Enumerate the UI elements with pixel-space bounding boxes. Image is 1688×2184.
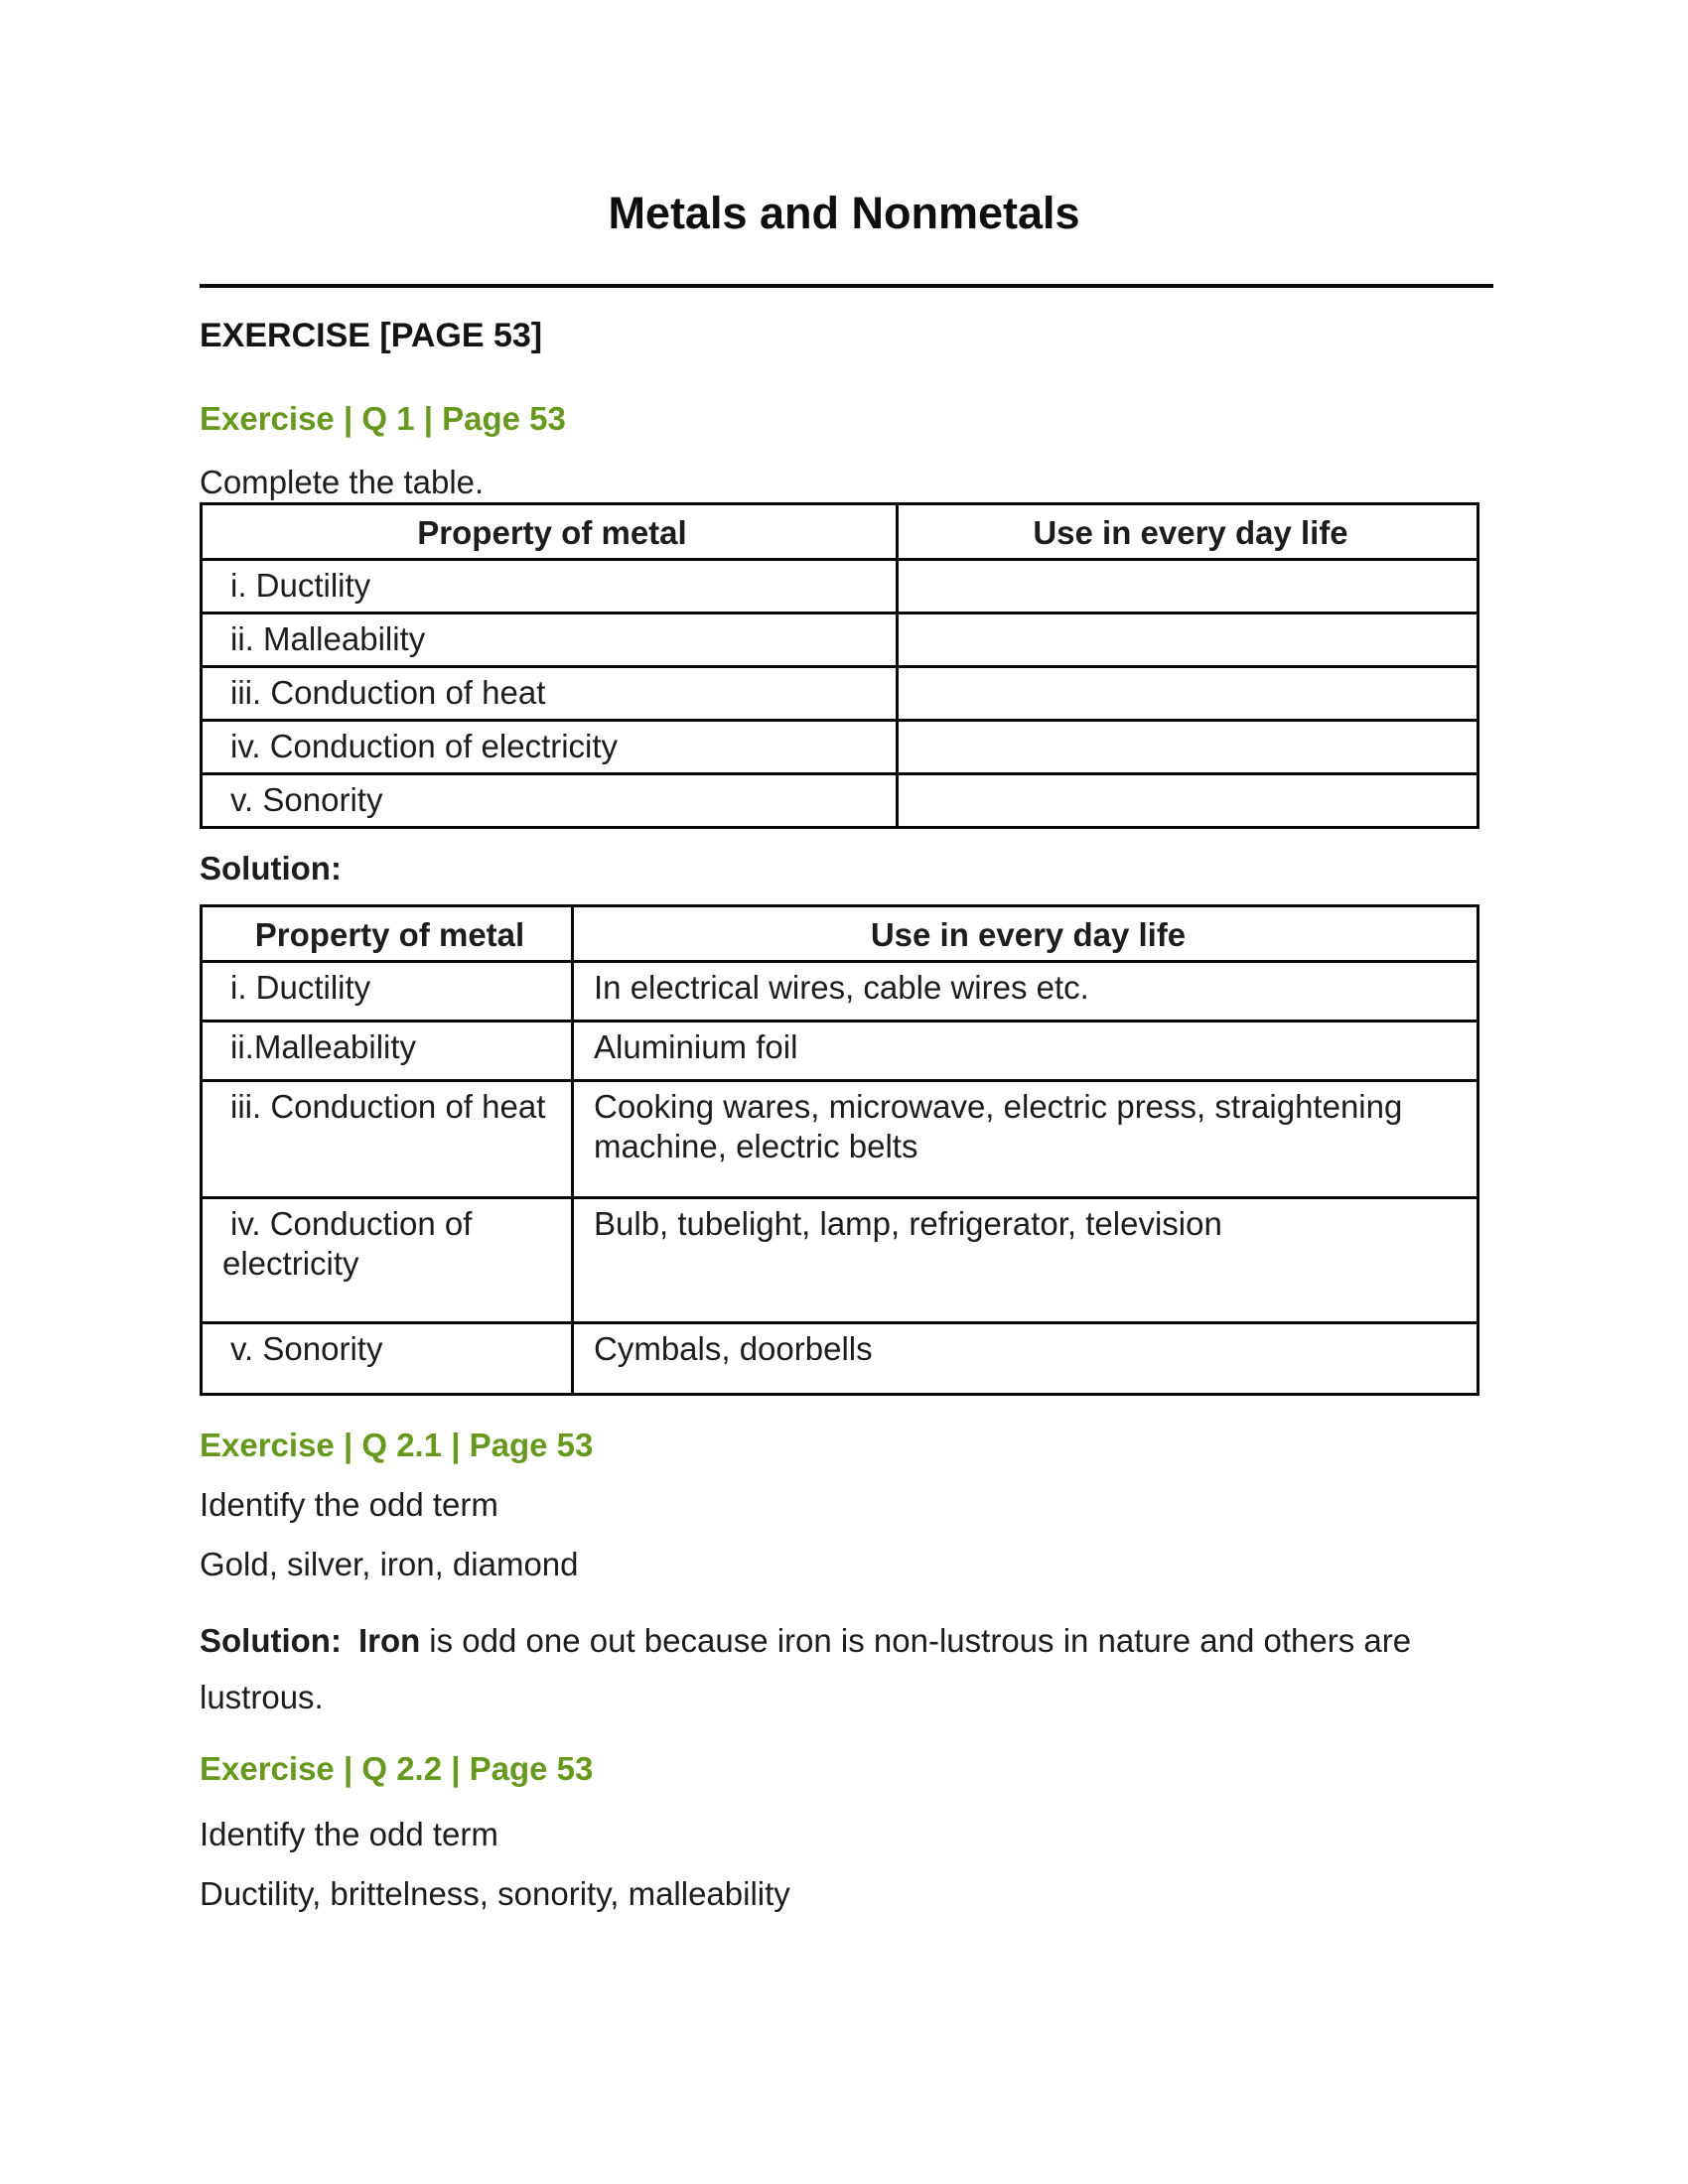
property-cell: iii. Conduction of heat	[202, 667, 898, 721]
q1-solution-table	[200, 904, 1479, 1396]
header-use-in-everyday-life: Use in every day life	[573, 906, 1478, 962]
q1-question-table	[200, 502, 1479, 829]
table-row	[202, 774, 1478, 828]
page-content	[0, 284, 1688, 1914]
table-row	[202, 1323, 1478, 1395]
use-cell-empty	[898, 774, 1478, 828]
q1-prompt: Complete the table.	[200, 464, 485, 500]
property-cell: i. Ductility	[202, 962, 573, 1022]
use-cell-empty	[898, 614, 1478, 667]
use-cell: Cymbals, doorbells	[573, 1323, 1478, 1395]
property-cell: ii. Malleability	[202, 614, 898, 667]
use-cell-empty	[898, 721, 1478, 774]
property-cell: i. Ductility	[202, 560, 898, 614]
q1-heading: Exercise | Q 1 | Page 53	[200, 400, 566, 437]
table-header-row	[202, 504, 1478, 560]
q21-solution-label: Solution:	[200, 1622, 342, 1659]
q21-prompt: Identify the odd term	[200, 1486, 498, 1523]
table-row	[202, 1081, 1478, 1198]
q22-prompt: Identify the odd term	[200, 1816, 498, 1852]
q21-heading: Exercise | Q 2.1 | Page 53	[200, 1427, 594, 1463]
use-cell: Aluminium foil	[573, 1022, 1478, 1081]
q21-solution-text: is odd one out because iron is non-lustrous in nature and others are lustrous.	[200, 1622, 1412, 1715]
table-row	[202, 962, 1478, 1022]
exercise-section-heading: EXERCISE [PAGE 53]	[200, 317, 543, 354]
table-row	[202, 721, 1478, 774]
property-cell: iii. Conduction of heat	[202, 1081, 573, 1198]
header-property-of-metal: Property of metal	[202, 504, 898, 560]
page-title: Metals and Nonmetals	[608, 188, 1080, 238]
table-row	[202, 1198, 1478, 1323]
table-header-row	[202, 906, 1478, 962]
q21-solution-answer: Iron	[357, 1622, 421, 1659]
q22-terms: Ductility, brittelness, sonority, malleability	[200, 1875, 790, 1912]
title-divider	[200, 284, 1493, 288]
q22-heading: Exercise | Q 2.2 | Page 53	[200, 1750, 594, 1787]
table-row	[202, 614, 1478, 667]
table-row	[202, 1022, 1478, 1081]
table-row	[202, 667, 1478, 721]
property-cell: v. Sonority	[202, 1323, 573, 1395]
use-cell-empty	[898, 560, 1478, 614]
header-use-in-everyday-life: Use in every day life	[898, 504, 1478, 560]
property-cell: iv. Conduction of electricity	[202, 721, 898, 774]
use-cell: Cooking wares, microwave, electric press, straightening machine, electric belts	[573, 1081, 1478, 1198]
table-row	[202, 560, 1478, 614]
property-cell: ii.Malleability	[202, 1022, 573, 1081]
use-cell: Bulb, tubelight, lamp, refrigerator, television	[573, 1198, 1478, 1323]
use-cell: In electrical wires, cable wires etc.	[573, 962, 1478, 1022]
q1-solution-label: Solution:	[200, 850, 342, 887]
q21-terms: Gold, silver, iron, diamond	[200, 1546, 579, 1582]
property-cell: iv. Conduction of electricity	[202, 1198, 573, 1323]
property-cell: v. Sonority	[202, 774, 898, 828]
use-cell-empty	[898, 667, 1478, 721]
header-property-of-metal: Property of metal	[202, 906, 573, 962]
q21-solution	[200, 1612, 1493, 1725]
